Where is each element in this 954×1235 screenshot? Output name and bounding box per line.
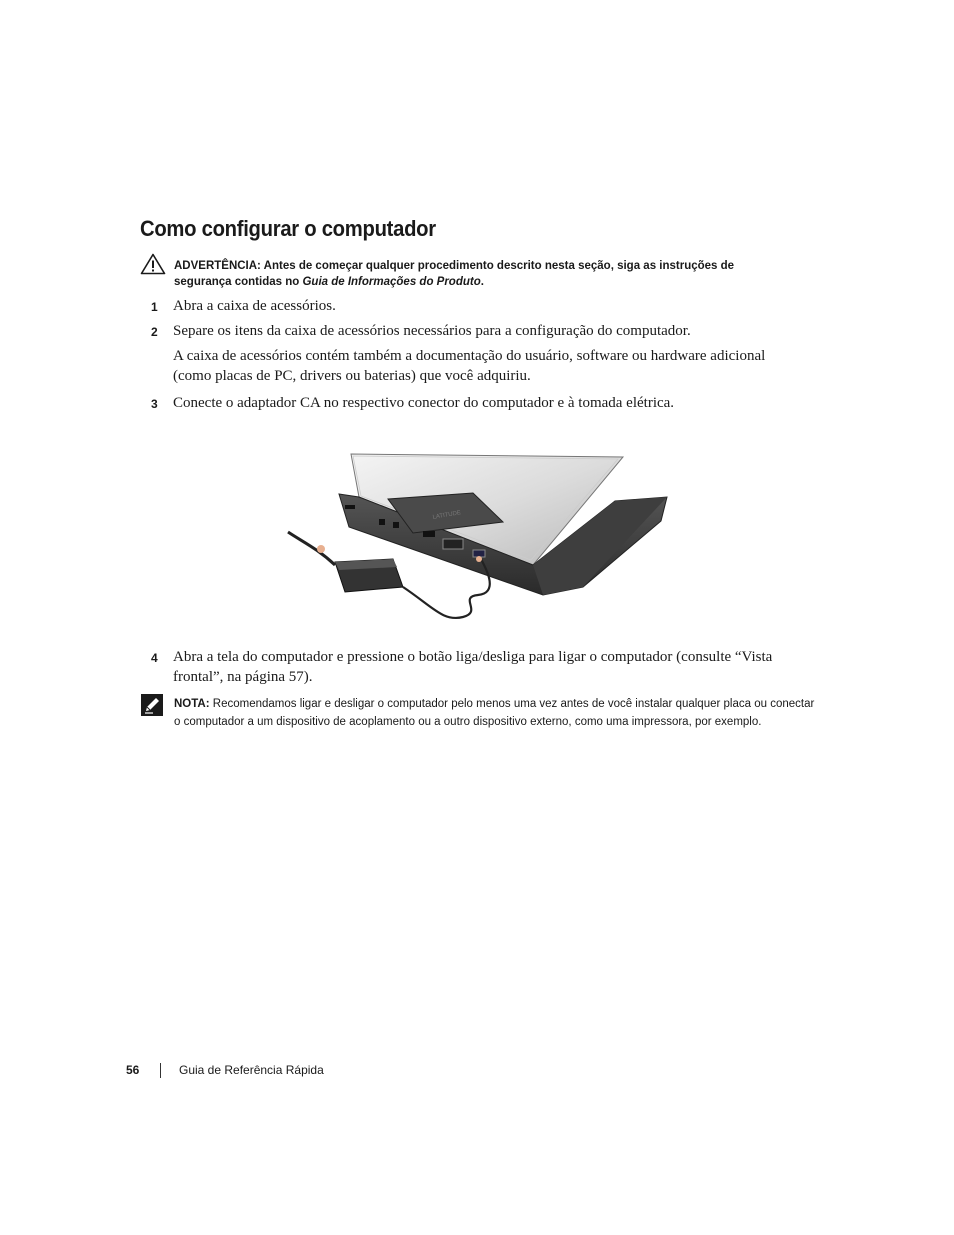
note-pencil-icon bbox=[141, 694, 163, 716]
step-text-2: Separe os itens da caixa de acessórios necessários para a configuração do computador. bbox=[173, 323, 691, 339]
note-text bbox=[174, 695, 819, 731]
step-number-3: 3 bbox=[151, 397, 158, 411]
step-text-4: Abra a tela do computador e pressione o botão liga/desliga para ligar o computador (consulte “Vista frontal”, na página 57). bbox=[173, 649, 773, 685]
page-title: Como configurar o computador bbox=[140, 216, 436, 241]
note-label: NOTA: bbox=[174, 698, 210, 710]
warning-triangle-icon bbox=[140, 253, 166, 275]
step-number-1: 1 bbox=[151, 300, 158, 314]
warning-guide-title: Guia de Informações do Produto bbox=[302, 276, 481, 288]
svg-text:LATITUDE: LATITUDE bbox=[432, 510, 462, 521]
warning-end: . bbox=[480, 276, 484, 288]
warning-label: ADVERTÊNCIA: bbox=[174, 260, 261, 272]
step-text-2-detail: A caixa de acessórios contém também a documentação do usuário, software ou hardware adicional (como placas de PC, drivers ou baterias) que você adquiriu. bbox=[173, 348, 766, 384]
footer-title: Guia de Referência Rápida bbox=[179, 1063, 324, 1077]
footer-divider bbox=[160, 1063, 161, 1078]
step-number-4: 4 bbox=[151, 651, 158, 665]
note-body: Recomendamos ligar e desligar o computador pelo menos uma vez antes de você instalar qualquer placa ou conectar o computador a um dispositivo de acoplamento ou a outro dispositivo externo, como uma impressora, por exemplo. bbox=[174, 698, 815, 728]
laptop-ac-adapter-illustration bbox=[283, 447, 673, 632]
step-number-2: 2 bbox=[151, 325, 158, 339]
page-number: 56 bbox=[126, 1063, 140, 1077]
step-text-3: Conecte o adaptador CA no respectivo conector do computador e à tomada elétrica. bbox=[173, 395, 675, 411]
warning-body: Antes de começar qualquer procedimento descrito nesta seção, siga as instruções de segurança contidas no bbox=[174, 260, 735, 288]
warning-text bbox=[174, 258, 784, 290]
step-text-1: Abra a caixa de acessórios. bbox=[173, 298, 336, 314]
